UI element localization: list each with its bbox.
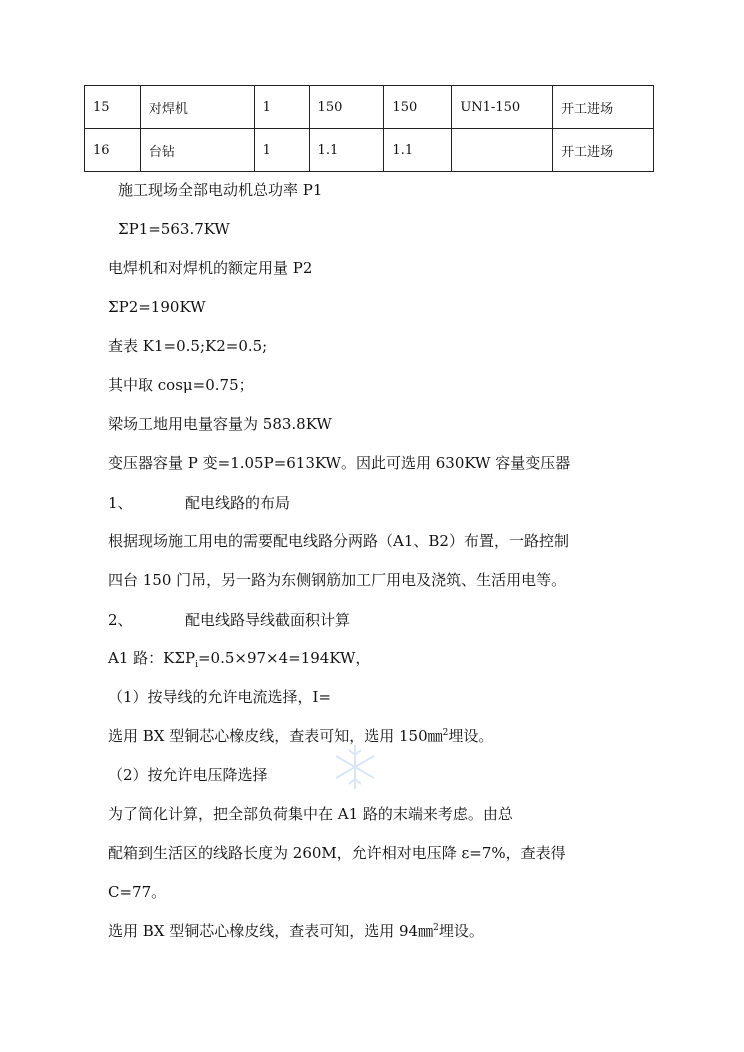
section-heading: 配电线路的布局 (185, 494, 291, 512)
table-cell: 150 (384, 86, 452, 129)
table-cell: 对焊机 (140, 86, 254, 129)
table-cell: 1.1 (309, 129, 384, 172)
table-cell: 台钻 (140, 129, 254, 172)
table-row (85, 129, 654, 172)
text-span: 埋设。 (448, 727, 494, 745)
section-heading: 配电线路导线截面积计算 (185, 611, 351, 629)
paragraph: （2）按允许电压降选择 (108, 766, 268, 784)
snowflake-watermark-icon (330, 742, 380, 792)
text-span: =0.5×97×4=194KW， (197, 649, 371, 667)
superscript: 2 (433, 923, 439, 933)
equipment-table (84, 85, 654, 172)
paragraph: 根据现场施工用电的需要配电线路分两路（A1、B2）布置，一路控制 (108, 532, 569, 550)
text-span: 埋设。 (438, 922, 484, 940)
table-cell: 1 (254, 86, 309, 129)
table-cell: 150 (309, 86, 384, 129)
paragraph: 电焊机和对焊机的额定用量 P2 (108, 259, 313, 277)
table-cell (452, 129, 553, 172)
table-cell: 1.1 (384, 129, 452, 172)
paragraph (108, 726, 493, 746)
paragraph: 施工现场全部电动机总功率 P1 (118, 181, 323, 199)
paragraph: ΣP2=190KW (108, 298, 206, 316)
paragraph (108, 921, 484, 941)
table-cell: UN1-150 (452, 86, 553, 129)
paragraph: 梁场工地用电量容量为 583.8KW (108, 415, 332, 433)
paragraph: C=77。 (108, 883, 167, 901)
paragraph: 变压器容量 P 变=1.05P=613KW。因此可选用 630KW 容量变压器 (108, 454, 571, 472)
table-row (85, 86, 654, 129)
table-cell: 16 (85, 129, 141, 172)
paragraph: ΣP1=563.7KW (118, 220, 230, 238)
table-cell: 开工进场 (553, 129, 654, 172)
table-cell: 开工进场 (553, 86, 654, 129)
paragraph: 查表 K1=0.5;K2=0.5; (108, 337, 268, 355)
paragraph: 配箱到生活区的线路长度为 260M，允许相对电压降 ε=7%，查表得 (108, 844, 566, 862)
paragraph: 其中取 cosμ=0.75； (108, 376, 254, 394)
superscript: 2 (442, 728, 449, 738)
paragraph (108, 648, 370, 668)
text-span: A1 路：KΣP (108, 649, 196, 667)
text-span: 选用 BX 型铜芯心橡皮线，查表可知，选用 94㎜ (108, 922, 434, 940)
paragraph: （1）按导线的允许电流选择，I= (108, 688, 332, 706)
heading-number: 1、 (108, 494, 133, 512)
table-cell: 1 (254, 129, 309, 172)
table-cell: 15 (85, 86, 141, 129)
paragraph: 四台 150 门吊，另一路为东侧钢筋加工厂用电及浇筑、生活用电等。 (108, 571, 567, 589)
subscript: i (195, 660, 198, 670)
text-span: 选用 BX 型铜芯心橡皮线，查表可知，选用 150㎜ (108, 727, 443, 745)
heading-number: 2、 (108, 611, 133, 629)
paragraph: 为了简化计算，把全部负荷集中在 A1 路的末端来考虑。由总 (108, 805, 513, 823)
